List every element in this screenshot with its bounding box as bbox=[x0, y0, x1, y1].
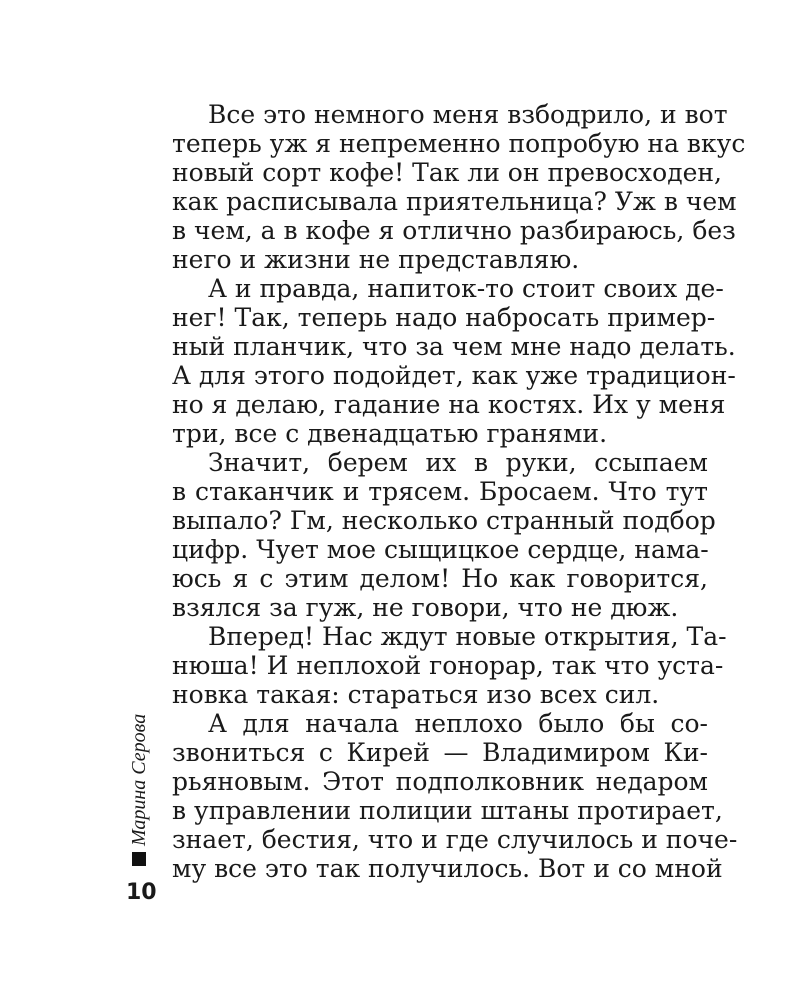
text-line: знает, бестия, что и где случилось и поче- bbox=[172, 825, 738, 854]
text-line: А и правда, напиток-то стоит своих де- bbox=[208, 274, 724, 303]
page-number: 10 bbox=[126, 880, 157, 905]
body-text bbox=[172, 100, 746, 883]
text-line: нюша! И неплохой гонорар, так что уста- bbox=[172, 651, 724, 680]
text-line: выпало? Гм, несколько странный подбор bbox=[172, 506, 716, 535]
square-marker-icon bbox=[132, 852, 146, 866]
text-line: ный планчик, что за чем мне надо делать. bbox=[172, 332, 736, 361]
text-line: му все это так получилось. Вот и со мной bbox=[172, 854, 723, 883]
text-line: новка такая: стараться изо всех сил. bbox=[172, 680, 660, 709]
text-line: нег! Так, теперь надо набросать пример- bbox=[172, 303, 716, 332]
text-line: цифр. Чует мое сыщицкое сердце, нама- bbox=[172, 535, 709, 564]
text-line: А для этого подойдет, как уже традицион- bbox=[172, 361, 736, 390]
text-line: Все это немного меня взбодрило, и вот bbox=[208, 100, 728, 129]
text-line: взялся за гуж, не говори, что не дюж. bbox=[172, 593, 679, 622]
text-line: него и жизни не представляю. bbox=[172, 245, 580, 274]
text-line: Значит, берем их в руки, ссыпаем bbox=[208, 448, 708, 477]
text-line: теперь уж я непременно попробую на вкус bbox=[172, 129, 746, 158]
text-line: в чем, а в кофе я отлично разбираюсь, без bbox=[172, 216, 736, 245]
text-line: как расписывала приятельница? Уж в чем bbox=[172, 187, 737, 216]
running-header bbox=[124, 713, 154, 878]
text-line: но я делаю, гадание на костях. Их у меня bbox=[172, 390, 726, 419]
text-line: в управлении полиции штаны протирает, bbox=[172, 796, 723, 825]
text-line: новый сорт кофе! Так ли он превосходен, bbox=[172, 158, 722, 187]
text-line: рьяновым. Этот подполковник недаром bbox=[172, 767, 708, 796]
text-line: юсь я с этим делом! Но как говорится, bbox=[172, 564, 708, 593]
text-line: А для начала неплохо было бы со- bbox=[208, 709, 708, 738]
text-line: в стаканчик и трясем. Бросаем. Что тут bbox=[172, 477, 708, 506]
text-line: три, все с двенадцатью гранями. bbox=[172, 419, 608, 448]
text-line: Вперед! Нас ждут новые открытия, Та- bbox=[208, 622, 727, 651]
text-line: звониться с Кирей — Владимиром Ки- bbox=[172, 738, 708, 767]
author-name: Марина Серова bbox=[128, 713, 150, 846]
